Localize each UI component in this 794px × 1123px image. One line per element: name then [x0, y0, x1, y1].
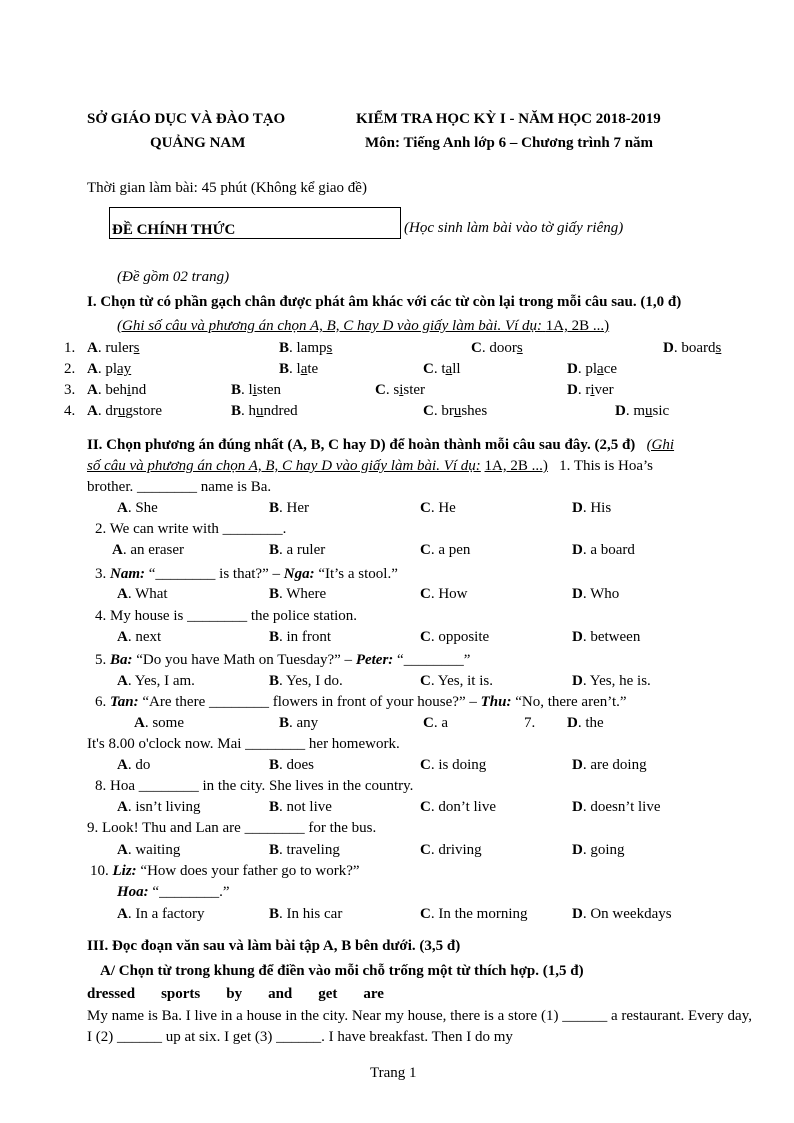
option-letter: D	[663, 340, 674, 356]
q2-options	[0, 541, 794, 559]
underlined-part: a	[445, 361, 453, 377]
option-letter: A	[87, 382, 98, 398]
part1-question-row	[0, 402, 794, 420]
option-d: D. river	[567, 382, 614, 398]
option-letter: A	[87, 361, 98, 377]
option-c: C. Yes, it is.	[420, 673, 493, 689]
option-d: D. between	[572, 629, 641, 645]
underlined-part: s	[516, 340, 523, 356]
option-a: A. an eraser	[112, 542, 185, 558]
option-c: C. brushes	[423, 403, 488, 419]
underlined-part: i	[127, 382, 132, 398]
option-c: C. a	[423, 715, 449, 731]
exam-subject: Môn: Tiếng Anh lớp 6 – Chương trình 7 năm	[365, 135, 654, 151]
option-letter: D	[615, 403, 626, 419]
option-letter: B	[279, 715, 290, 731]
option-letter: C	[423, 715, 434, 731]
option-letter: B	[231, 382, 242, 398]
option-letter: B	[269, 542, 280, 558]
option-a: A. isn’t living	[117, 799, 201, 815]
option-c: C. doors	[471, 340, 523, 356]
option-a: A. In a factory	[117, 906, 205, 922]
page-count-note: (Đề gồm 02 trang)	[117, 269, 230, 285]
underlined-part: s	[133, 340, 140, 356]
exam-title: KIỂM TRA HỌC KỲ I - NĂM HỌC 2018-2019	[356, 111, 661, 127]
underlined-part: i	[399, 382, 404, 398]
option-letter: D	[572, 673, 583, 689]
option-a: A. What	[117, 586, 168, 602]
option-b: B. in front	[269, 629, 332, 645]
option-letter: B	[231, 403, 242, 419]
page-number: Trang 1	[370, 1065, 417, 1081]
question-number: 3.	[64, 382, 76, 398]
part1-title: I. Chọn từ có phần gạch chân được phát âm khác với các từ còn lại trong mỗi câu sau. (1,0 đ)	[87, 294, 682, 310]
option-d: D. are doing	[572, 757, 647, 773]
option-letter: B	[269, 673, 280, 689]
option-a: A. next	[117, 629, 162, 645]
option-letter: D	[567, 382, 578, 398]
option-a: A. do	[117, 757, 151, 773]
option-b: B. In his car	[269, 906, 343, 922]
word-choice: dressed	[87, 986, 136, 1002]
option-letter: C	[471, 340, 482, 356]
q3-stem: 3. Nam: “________ is that?” – Nga: “It’s a stool.”	[95, 566, 398, 582]
option-letter: B	[269, 906, 280, 922]
option-letter: A	[117, 500, 128, 516]
option-c: C. driving	[420, 842, 482, 858]
q8-options	[0, 798, 794, 816]
q4-options	[0, 628, 794, 646]
question-number: 2.	[64, 361, 76, 377]
option-letter: D	[572, 586, 583, 602]
word-choice: get	[318, 986, 338, 1002]
option-b: B. lamps	[279, 340, 333, 356]
underlined-part: a	[300, 361, 308, 377]
q6-stem: 6. Tan: “Are there ________ flowers in front of your house?” – Thu: “No, there aren’t.”	[95, 694, 627, 710]
option-letter: C	[423, 361, 434, 377]
option-letter: D	[572, 500, 583, 516]
underlined-part: i	[590, 382, 595, 398]
q7-number: 7.	[524, 715, 536, 731]
option-a: A. She	[117, 500, 158, 516]
question-number: 1.	[64, 340, 76, 356]
part1-instruction: (Ghi số câu và phương án chọn A, B, C hay D vào giấy làm bài. Ví dụ: 1A, 2B ...)	[117, 318, 610, 334]
option-letter: B	[269, 799, 280, 815]
option-letter: A	[117, 842, 128, 858]
option-a: A. some	[134, 715, 185, 731]
underlined-part: u	[256, 403, 264, 419]
option-c: C. don’t live	[420, 799, 496, 815]
option-letter: C	[420, 629, 431, 645]
option-d: D. going	[572, 842, 625, 858]
underlined-part: u	[117, 403, 126, 419]
department-line1: SỞ GIÁO DỤC VÀ ĐÀO TẠO	[87, 111, 286, 127]
option-letter: B	[269, 629, 280, 645]
option-letter: C	[420, 673, 431, 689]
underlined-part: a	[597, 361, 604, 377]
option-letter: B	[269, 757, 280, 773]
option-letter: C	[420, 842, 431, 858]
option-d: D. boards	[663, 340, 722, 356]
option-b: B. not live	[269, 799, 332, 815]
word-box	[87, 986, 410, 1003]
option-d: D. a board	[572, 542, 635, 558]
option-letter: D	[572, 799, 583, 815]
option-letter: C	[420, 542, 431, 558]
answer-note: (Học sinh làm bài vào tờ giấy riêng)	[404, 220, 624, 236]
option-c: C. He	[420, 500, 456, 516]
department-line2: QUẢNG NAM	[150, 135, 246, 151]
option-letter: A	[117, 586, 128, 602]
option-d: D. doesn’t live	[572, 799, 661, 815]
part2-title-line: II. Chọn phương án đúng nhất (A, B, C hay D) để hoàn thành mỗi câu sau đây. (2,5 đ) (Ghi	[87, 437, 675, 453]
option-b: B. late	[279, 361, 319, 377]
option-a: A. behind	[87, 382, 147, 398]
option-b: B. Yes, I do.	[269, 673, 343, 689]
underlined-part: s	[326, 340, 333, 356]
q2-stem: 2. We can write with ________.	[95, 521, 287, 537]
option-b: B. traveling	[269, 842, 340, 858]
part3-title: III. Đọc đoạn văn sau và làm bài tập A, B bên dưới. (3,5 đ)	[87, 938, 461, 954]
q4-stem: 4. My house is ________ the police station.	[95, 608, 358, 624]
q5-options	[0, 672, 794, 690]
option-letter: C	[375, 382, 386, 398]
word-choice: are	[363, 986, 384, 1002]
option-d: D. the	[567, 715, 604, 731]
reading-passage: My name is Ba. I live in a house in the city. Near my house, there is a store (1) ______ a restaurant. Every day, I (2) ______ up at six. I get (3) ______. I have breakfast. Then I do my	[87, 1008, 752, 1045]
option-a: A. waiting	[117, 842, 181, 858]
option-c: C. tall	[423, 361, 461, 377]
option-letter: D	[572, 906, 583, 922]
option-letter: B	[279, 340, 290, 356]
option-b: B. Her	[269, 500, 310, 516]
option-letter: B	[269, 842, 280, 858]
q3-options	[0, 585, 794, 603]
q7-stem: It's 8.00 o'clock now. Mai ________ her homework.	[87, 736, 400, 752]
option-d: D. On weekdays	[572, 906, 672, 922]
option-letter: C	[420, 586, 431, 602]
option-letter: B	[279, 361, 290, 377]
option-d: D. Who	[572, 586, 620, 602]
option-letter: A	[117, 629, 128, 645]
q10-answer-line: Hoa: “________.”	[117, 884, 230, 900]
word-choice: and	[268, 986, 293, 1002]
underlined-part: s	[715, 340, 722, 356]
option-letter: A	[117, 906, 128, 922]
q10-stem: 10. Liz: “How does your father go to work?”	[90, 863, 360, 879]
option-b: B. hundred	[231, 403, 298, 419]
option-letter: D	[567, 361, 578, 377]
part3-subA-title: A/ Chọn từ trong khung để điền vào mỗi chỗ trống một từ thích hợp. (1,5 đ)	[100, 963, 584, 979]
option-letter: D	[572, 842, 583, 858]
option-letter: A	[87, 403, 98, 419]
part1-question-row	[0, 339, 794, 357]
option-a: A. Yes, I am.	[117, 673, 195, 689]
option-b: B. listen	[231, 382, 282, 398]
word-choice: by	[226, 986, 243, 1002]
exam-time: Thời gian làm bài: 45 phút (Không kể giao đề)	[87, 180, 367, 196]
part1-question-row	[0, 360, 794, 378]
option-b: B. a ruler	[269, 542, 326, 558]
q10-options	[0, 905, 794, 923]
option-letter: C	[420, 757, 431, 773]
underlined-part: u	[645, 403, 653, 419]
part1-question-row	[0, 381, 794, 399]
word-choice: sports	[161, 986, 201, 1002]
option-letter: D	[572, 757, 583, 773]
q9-options	[0, 841, 794, 859]
underlined-part: ay	[117, 361, 132, 377]
option-letter: A	[117, 757, 128, 773]
option-letter: A	[117, 673, 128, 689]
part2-instruction-line: số câu và phương án chọn A, B, C hay D vào giấy làm bài. Ví dụ: 1A, 2B ...) 1. This is Hoa’s	[87, 458, 654, 474]
option-c: C. In the morning	[420, 906, 528, 922]
option-letter: C	[420, 500, 431, 516]
option-d: D. music	[615, 403, 670, 419]
question-number: 4.	[64, 403, 76, 419]
option-letter: A	[117, 799, 128, 815]
option-a: A. drugstore	[87, 403, 163, 419]
option-b: B. does	[269, 757, 315, 773]
option-a: A. play	[87, 361, 132, 377]
option-letter: D	[567, 715, 578, 731]
q6-options	[0, 714, 794, 732]
option-b: B. Where	[269, 586, 327, 602]
official-label: ĐỀ CHÍNH THỨC	[112, 222, 236, 238]
option-letter: A	[112, 542, 123, 558]
option-d: D. Yes, he is.	[572, 673, 651, 689]
option-c: C. sister	[375, 382, 426, 398]
q7-options	[0, 756, 794, 774]
q5-stem: 5. Ba: “Do you have Math on Tuesday?” – Peter: “________”	[95, 652, 471, 668]
option-d: D. place	[567, 361, 618, 377]
option-c: C. a pen	[420, 542, 471, 558]
option-c: C. How	[420, 586, 468, 602]
option-letter: B	[269, 586, 280, 602]
option-letter: C	[420, 906, 431, 922]
option-letter: B	[269, 500, 280, 516]
option-letter: A	[87, 340, 98, 356]
option-letter: A	[134, 715, 145, 731]
option-c: C. opposite	[420, 629, 490, 645]
underlined-part: u	[453, 403, 462, 419]
option-d: D. His	[572, 500, 612, 516]
option-letter: C	[423, 403, 434, 419]
option-b: B. any	[279, 715, 319, 731]
q1-options	[0, 499, 794, 517]
option-a: A. rulers	[87, 340, 140, 356]
q1-stem: brother. ________ name is Ba.	[87, 479, 272, 495]
underlined-part: i	[252, 382, 257, 398]
q8-stem: 8. Hoa ________ in the city. She lives in the country.	[95, 778, 414, 794]
option-letter: D	[572, 629, 583, 645]
option-c: C. is doing	[420, 757, 487, 773]
q9-stem: 9. Look! Thu and Lan are ________ for the bus.	[87, 820, 377, 836]
option-letter: C	[420, 799, 431, 815]
option-letter: D	[572, 542, 583, 558]
